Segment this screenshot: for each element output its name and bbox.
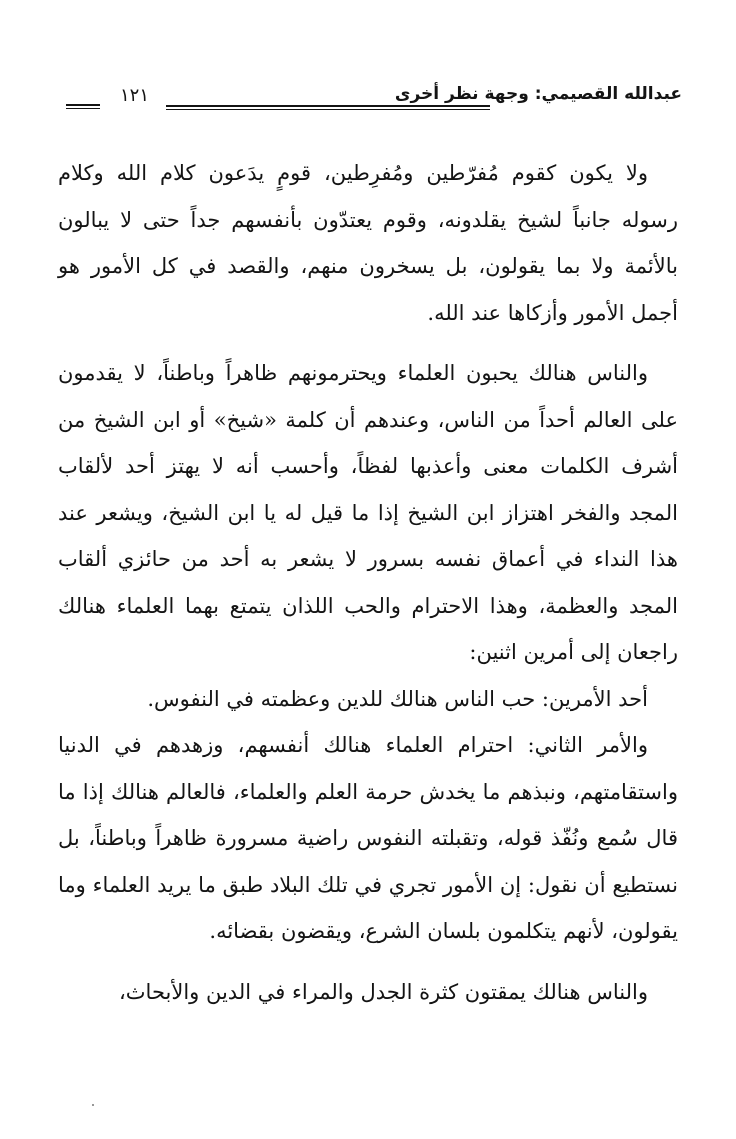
paragraph-3: أحد الأمرين: حب الناس هنالك للدين وعظمته في النفوس. xyxy=(147,686,648,711)
page-number-mark xyxy=(66,104,100,109)
header-rule xyxy=(166,105,490,110)
body-text xyxy=(58,150,678,1015)
book-title: عبدالله القصيمي: وجهة نظر أخرى xyxy=(394,84,682,104)
speck xyxy=(92,1104,94,1106)
running-header xyxy=(58,82,682,122)
paragraph-5: والناس هنالك يمقتون كثرة الجدل والمراء في الدين والأبحاث، xyxy=(119,979,648,1004)
paragraph-4: والأمر الثاني: احترام العلماء هنالك أنفسهم، وزهدهم في الدنيا واستقامتهم، ونبذهم ما يخدش حرمة العلم والعلماء، فالعالم هنالك إذا ما قال سُمع ونُفّذ قوله، وتقبلته النفوس راضية مسرورة ظاهراً وباطناً، بل نستطيع أن نقول: إن الأمور تجري في تلك البلاد طبق ما يريد العلماء وما يقولون، لأنهم يتكلمون بلسان الشرع، ويقضون بقضائه. xyxy=(58,733,678,943)
page-number: ١٢١ xyxy=(120,85,150,106)
paragraph-1: ولا يكون كقوم مُفرّطين ومُفرِطين، قومٍ يدَعون كلام الله وكلام رسوله جانباً لشيخ يقلدونه، وقوم يعتدّون بأنفسهم جداً حتى لا يبالون بالأئمة ولا بما يقولون، بل يسخرون منهم، والقصد في كل الأمور هو أجمل الأمور وأزكاها عند الله. xyxy=(58,161,678,325)
paragraph-2: والناس هنالك يحبون العلماء ويحترمونهم ظاهراً وباطناً، لا يقدمون على العالم أحداً من الناس، وعندهم أن كلمة «شيخ» أو ابن الشيخ من أشرف الكلمات معنى وأعذبها لفظاً، وأحسب أنه لا يهتز أحد لألقاب المجد والفخر اهتزاز ابن الشيخ إذا ما قيل له يا ابن الشيخ، ويشعر عند هذا النداء في أعماق نفسه بسرور لا يشعر به أحد من حائزي ألقاب المجد والعظمة، وهذا الاحترام والحب اللذان يتمتع بهما العلماء هنالك راجعان إلى أمرين اثنين: xyxy=(58,361,678,664)
